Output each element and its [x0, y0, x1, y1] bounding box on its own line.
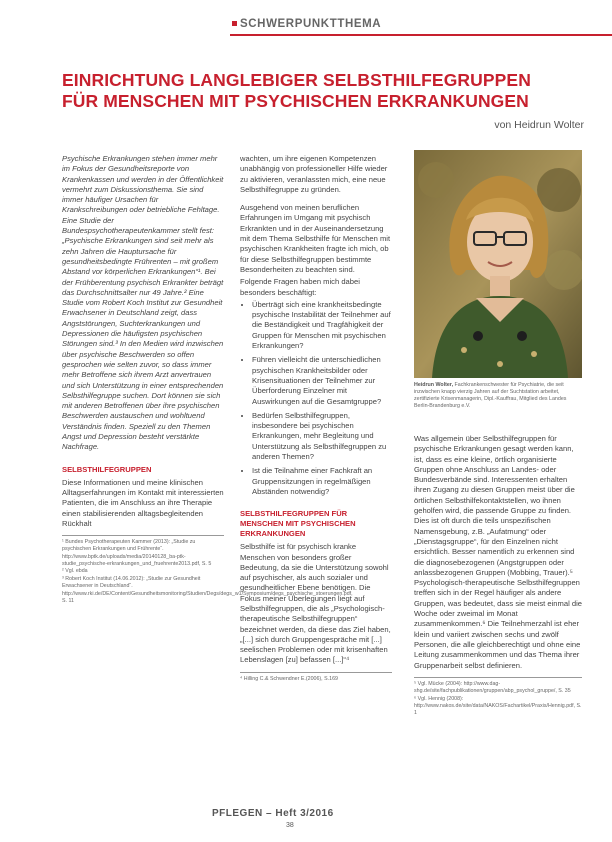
- photo-caption: [414, 382, 582, 410]
- footnotes-col1: [62, 535, 353, 605]
- header-rule: [230, 34, 612, 36]
- title-line-2: FÜR MENSCHEN MIT PSYCHISCHEN ERKRANKUNGEN: [62, 91, 529, 111]
- body-paragraph: Folgende Fragen haben mich dabei besonders beschäftigt:: [240, 277, 360, 297]
- page-number: 38: [286, 822, 294, 829]
- body-paragraph: Diese Informationen und meine klinischen Alltagserfahrungen im Kontakt mit interessierten Patienten, die im Anschluss an ihre Therapie einen stabilisierenden alltagsbegleitenden Rückhalt: [62, 477, 224, 528]
- section-label: [232, 18, 381, 30]
- footnotes-col3: [414, 677, 582, 718]
- footnote-3: ³ Robert Koch Institut (14.06.2012): „Studie zur Gesundheit Erwachsener in Deutschland“. http://www.rki.de/DE/Content/Gesundheitsmonitoring/Studien/Degs/degs_w1/Symposium/degs_psychische_stoerungen.pdf, S. 11: [62, 576, 353, 604]
- question-list: [240, 300, 392, 497]
- footnotes-col2: [240, 672, 392, 683]
- title-line-1: EINRICHTUNG LANGLEBIGER SELBSTHILFEGRUPPEN: [62, 70, 531, 90]
- intro-paragraph: Psychische Erkrankungen stehen immer mehr im Fokus der Gesundheitsreporte von Krankenkassen und werden in der Öffentlichkeit vermehrt zum Diskussionsthema. Sie sind immer häufiger Ursachen für Krankschreibungen oder betriebliche Fehltage. Eine Studie der Bundespsychotherapeutenkammer stellt fest: „Psychische Erkrankungen sind seit mehr als zehn Jahren die Hauptursache für gesundheitsbedingte Frührenten – mit großem Abstand vor körperlichen Erkrankungen“¹. Bei der Frühberentung psychisch Erkrankter beträgt das Durchschnittsalter nur 49 Jahre.² Eine Studie vom Robert Koch Institut zur Gesundheit Erwachsener in Deutschland zeigt, dass Angststörungen, Suchterkrankungen und Depressionen die häufigsten psychischen Störungen sind.³ In den Medien wird inzwischen über psychische Beschwerden so offen gesprochen wie selten zuvor, so dass immer mehr Betroffene sich ihrem Arzt anvertrauen und sich Unterstützung in einer entsprechenden Selbsthilfegruppe suchen. Dort können sie sich mit anderen Betroffenen über ihre psychischen Beschwerden austauschen und wohltuend Verständnis finden. Speziell zu den Themen Angst und Depression besteht verstärkte Nachfrage.: [62, 154, 224, 452]
- footnote-2: ² Vgl. ebda: [62, 568, 88, 575]
- footnote-4: ⁴ Hilling C.& Schwendner E.(2006), S.169: [240, 675, 338, 682]
- column-2: [240, 154, 392, 683]
- body-paragraph: Ausgehend von meinen beruflichen Erfahrungen im Umgang mit psychisch Erkrankten und in der Auseinandersetzung mit dem Thema Selbsthilfe für Menschen mit psychischen Krankheiten fragte ich mich, ob für diese Selbsthilfegruppen bestimmte Besonderheiten zu beachten sind.: [240, 203, 391, 274]
- footer-magazine-title: PFLEGEN – Heft 3/2016: [212, 808, 334, 819]
- body-paragraph: wachten, um ihre eigenen Kompetenzen unabhängig von professioneller Hilfe wieder zu aktivieren, veranlassten mich, eine neue Selbsthilfegruppe zu gründen.: [240, 154, 388, 194]
- author-photo: [414, 150, 582, 378]
- body-paragraph: Was allgemein über Selbsthilfegruppen für psychische Erkrankungen gesagt werden kann, ist, dass es eine kleine, örtlich organisierte Gruppen ohne Anschluss an Landes- oder Bundesverbände sind. Interessenten erhalten ihren Zugang zu diesen Gruppen meist über die örtlichen Selbsthilfekontaktstellen, wo ihnen geholfen wird, die passende Gruppe zu finden. Dies ist oft durch die teils unspezifischen Namensgebung, z.B. „Aufatmung“ oder „Dienstagsgruppe“, für den Einzelnen nicht ersichtlich. Besser namentlich zu erkennen sind die diagnosebezogenen (Angstgruppen oder anlassbezogenen Gruppen (Mobbing, Trauer).⁵ Psychologisch-therapeutische Selbsthilfegruppen treffen sich in der Regel häufiger als andere Gruppen, was bedeutet, dass sie meist einmal die Woche oder zweimal im Monat zusammenkommen.⁶ Die Teilnehmerzahl ist eher klein und variiert zwischen sechs und zwölf Personen, die alle gleichberechtigt und ohne eine Leitung zusammenkommen und das Thema ihrer Gruppenarbeit selbst definieren.: [414, 434, 582, 670]
- footnote-6: ⁶ Vgl. Hennig (2008): http://www.nakos.de/site/data/NAKOS/Fachartikel/Praxis/Hennig.pdf, S. 1: [414, 695, 582, 717]
- question-item: • Führen vielleicht die unterschiedlichen psychischen Krankheitsbilder oder Krisensituationen der Teilnehmer zur Überforderung Einzelner mit Auswirkungen auf die Gesamtgruppe?: [252, 355, 392, 406]
- caption-text: Fachkrankenschwester für Psychiatrie, die seit inzwischen knapp vierzig Jahren auf der Suchtstation arbeitet, zertifizierte Krisenmanagerin, Dipl.-Kauffrau, Mitglied des Landes Berlin-Brandenburg e.V.: [414, 382, 567, 409]
- section-heading-psychische-erkrankungen: SELBSTHILFEGRUPPEN FÜR MENSCHEN MIT PSYCHISCHEN ERKRANKUNGEN: [240, 509, 356, 539]
- section-label-text: SCHWERPUNKTTHEMA: [240, 18, 382, 30]
- question-item: • Überträgt sich eine krankheitsbedingte psychische Instabilität der Teilnehmer auf die Beständigkeit und Tragfähigkeit der Gruppen für Menschen mit psychischen Erkrankungen?: [252, 300, 392, 351]
- section-heading-selbsthilfegruppen: SELBSTHILFEGRUPPEN: [62, 464, 152, 474]
- column-3: [414, 434, 582, 718]
- author-byline: von Heidrun Wolter: [494, 119, 584, 131]
- section-marker: [232, 21, 237, 26]
- article-title: [62, 70, 582, 112]
- caption-name: Heidrun Wolter,: [414, 382, 454, 388]
- question-item: • Bedürfen Selbsthilfegruppen, insbesondere bei psychischen Erkrankungen, mehr Begleitung und Unterstützung als Selbsthilfegruppen zu anderen Themen?: [252, 411, 392, 462]
- question-item: • Ist die Teilnahme einer Fachkraft an Gruppensitzungen in regelmäßigen Abständen notwendig?: [252, 466, 392, 497]
- body-paragraph: Selbsthilfe ist für psychisch kranke Menschen von besonders großer Bedeutung, da sie die Unterstützung sowohl auf psychischer, als auch sozialer und gesundheitlicher Ebene benötigen. Die Fokus meiner Überlegungen liegt auf Selbsthilfegruppen, die als „Psychologisch-therapeutische Selbsthilfegruppen“ bezeichnet werden, da diese das Ziel haben, „[...] sich durch Gruppengespräche mit [...] seelischen Problemen oder mit krisenhaften Lebenslagen [zu] befassen [...]“⁴: [240, 542, 391, 665]
- footnote-1: ¹ Bundes Psychotherapeuten Kammer (2013): „Studie zu psychischen Erkrankungen und Frührente“. http://www.bptk.de/uploads/media/20140128_ba-ptk-studie_psychische-erkrankungen_und_fruehrente2013.pdf, S. 5: [62, 539, 212, 567]
- footnote-5: ⁵ Vgl. Mücke (2004): http://www.dag-shg.de/site/fachpublikationen/gruppen/abp_psychol_gruppe/, S. 35: [414, 680, 571, 695]
